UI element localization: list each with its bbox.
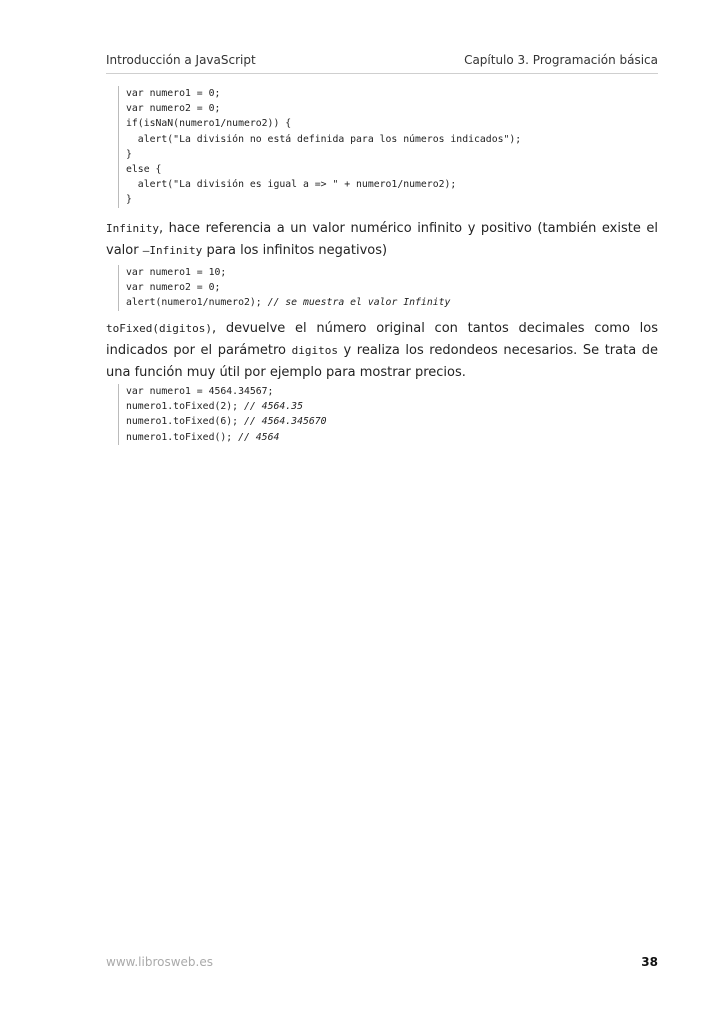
code-line: var numero2 = 0; xyxy=(126,282,221,294)
code-comment: // 4564.345670 xyxy=(243,416,327,428)
code-line: var numero1 = 4564.34567; xyxy=(126,386,274,397)
code-line: var numero1 = 10; xyxy=(126,267,227,278)
code-comment: // 4564.35 xyxy=(243,401,303,413)
code-text: numero1.toFixed(); xyxy=(126,431,233,443)
code-line: } xyxy=(126,194,132,206)
code-block-isnan xyxy=(118,86,521,208)
paragraph-text: , hace referencia a un valor numérico infinito y positivo (también existe el valor xyxy=(106,221,658,258)
code-line xyxy=(126,399,327,414)
inline-code: Infinity xyxy=(106,222,159,235)
code-line xyxy=(126,295,450,310)
page-number: 38 xyxy=(641,955,658,969)
header-book-title: Introducción a JavaScript xyxy=(106,53,256,67)
code-line: var numero2 = 0; xyxy=(126,103,221,115)
code-line: if(isNaN(numero1/numero2)) { xyxy=(126,118,292,130)
paragraph-tofixed xyxy=(106,318,658,384)
inline-code: digitos xyxy=(291,344,338,357)
code-line xyxy=(126,414,327,429)
paragraph-text: para los infinitos negativos) xyxy=(202,243,388,258)
code-text: numero1.toFixed(6); xyxy=(126,416,239,428)
code-line: alert("La división no está definida para los números indicados"); xyxy=(126,133,522,145)
page-header xyxy=(106,53,658,74)
paragraph-text: y realiza los redondeos necesarios. Se trata de una función muy útil por ejemplo para mostrar precios. xyxy=(106,343,658,380)
code-block-infinity xyxy=(118,265,450,311)
code-block-tofixed xyxy=(118,384,327,445)
paragraph-text: , devuelve el número original con tantos decimales como los indicados por el parámetro xyxy=(106,321,658,358)
header-chapter-title: Capítulo 3. Programación básica xyxy=(464,53,658,67)
code-comment: // se muestra el valor Infinity xyxy=(267,297,451,309)
inline-code: –Infinity xyxy=(142,244,203,257)
code-line: else { xyxy=(126,164,162,176)
inline-code: toFixed(digitos) xyxy=(106,322,212,335)
code-line: alert("La división es igual a => " + numero1/numero2); xyxy=(126,179,457,191)
code-line xyxy=(126,430,327,445)
code-comment: // 4564 xyxy=(238,431,280,443)
code-line: var numero1 = 0; xyxy=(126,88,221,99)
code-line: } xyxy=(126,148,132,160)
paragraph-infinity xyxy=(106,218,658,262)
code-text: numero1.toFixed(2); xyxy=(126,401,239,413)
code-text: alert(numero1/numero2); xyxy=(126,297,262,309)
footer-site-url: www.librosweb.es xyxy=(106,955,213,969)
